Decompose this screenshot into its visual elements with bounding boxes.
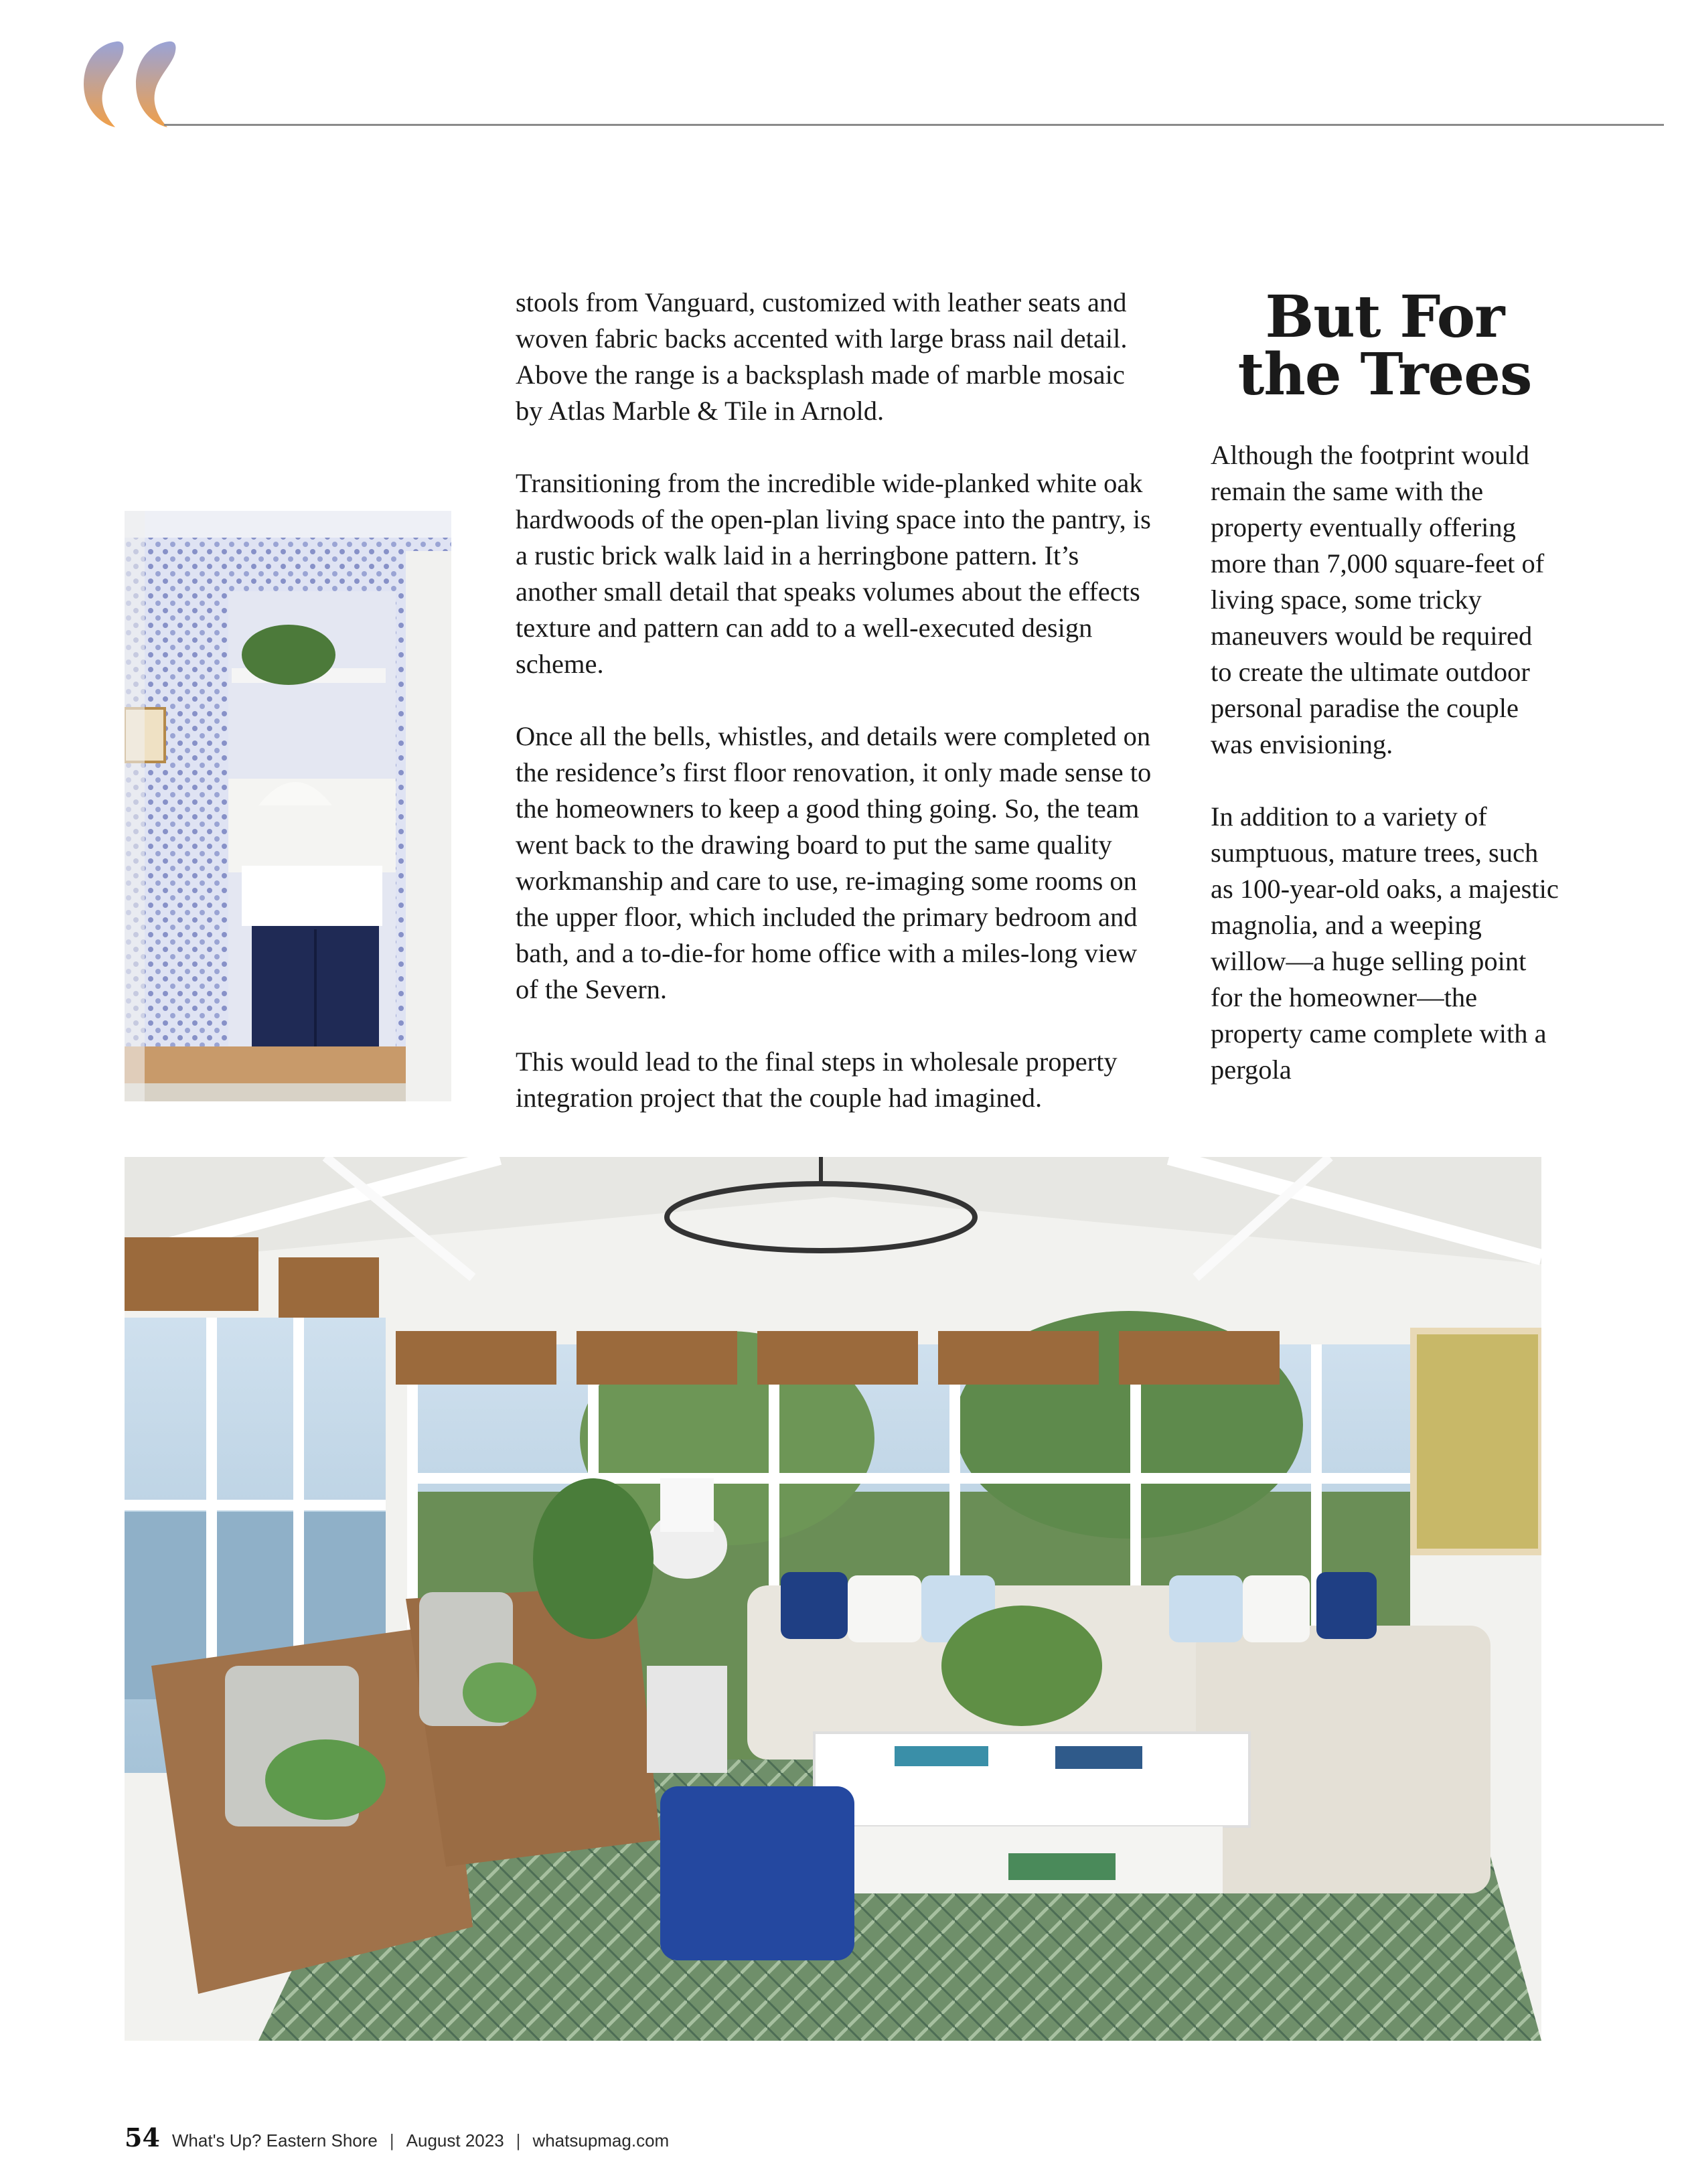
header-rule (164, 124, 1664, 126)
publication-name: What's Up? Eastern Shore (171, 2130, 378, 2151)
sidebar-headline (1211, 283, 1559, 408)
headline-line: the Trees (1237, 341, 1532, 408)
article-paragraph: This would lead to the final steps in wholesale property integration project that the couple had imagined. (516, 1046, 1118, 1113)
sidebar-paragraph: In addition to a variety of sumptuous, mature trees, such as 100-year-old oaks, a majestic magnolia, and a weeping willow—a huge selling point for the homeowner—the property came complete with a pergola (1211, 801, 1559, 1085)
issue-date: August 2023 (406, 2130, 504, 2151)
sidebar-body (1211, 437, 1559, 1088)
footer-separator: | (389, 2130, 394, 2151)
sidebar-paragraph: Although the footprint would remain the same with the property eventually offering more than 7,000 square-feet of living space, some tricky maneuvers would be required to create the ultimate outdoor personal paradise the couple was envisioning. (1211, 440, 1545, 759)
quote-mark-logo-icon (75, 39, 182, 133)
article-paragraph: stools from Vanguard, customized with leather seats and woven fabric backs accented with large brass nail detail. Above the range is a backsplash made of marble mosaic by Atlas Marble & Tile in Arnold. (516, 287, 1128, 426)
article-body (516, 285, 1158, 1152)
sidebar (1211, 285, 1559, 1124)
footer-separator: | (516, 2130, 521, 2151)
article-paragraph: Transitioning from the incredible wide-planked white oak hardwoods of the open-plan living space into the pantry, is a rustic brick walk laid in a herringbone pattern. It’s another small detail that speaks volumes about the effects texture and pattern can add to a well-executed design scheme. (516, 468, 1151, 679)
website-link[interactable]: whatsupmag.com (532, 2130, 670, 2151)
headline-line: But For (1265, 283, 1505, 351)
page-footer (125, 2122, 669, 2153)
article-paragraph: Once all the bells, whistles, and details were completed on the residence’s first floor renovation, it only made sense to the homeowners to keep a good thing going. So, the team went back to the drawing board to put the same quality workmanship and care to use, re-imaging some rooms on the upper floor, which included the primary bedroom and bath, and a to-die-for home office with a miles-long view of the Severn. (516, 721, 1152, 1004)
sunroom-photo (125, 1157, 1541, 2041)
page-number: 54 (125, 2122, 160, 2153)
pantry-photo (125, 511, 451, 1101)
